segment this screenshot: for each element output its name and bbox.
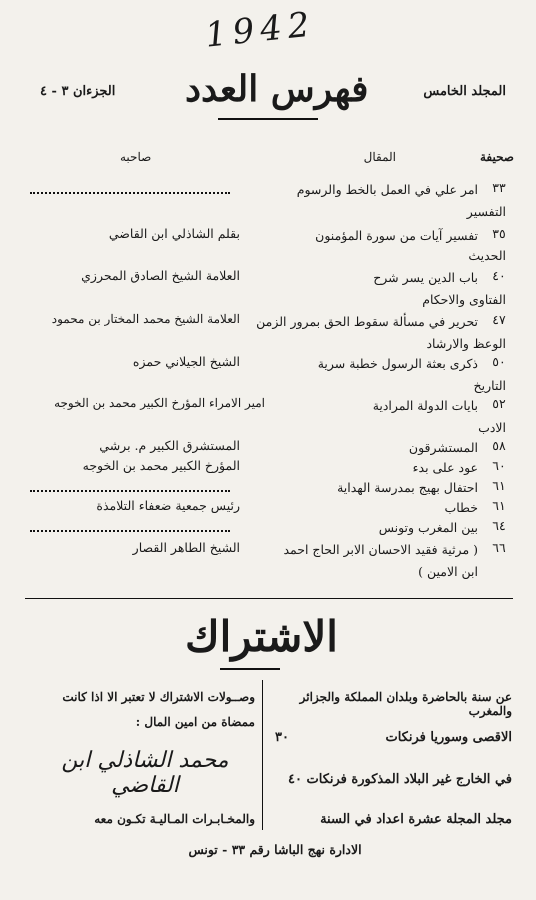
toc-article: ذكرى بعثة الرسول خطبة سرية xyxy=(317,356,478,371)
issue-label: الجزءان ٣ - ٤ xyxy=(40,84,116,99)
dotted-leader xyxy=(30,490,230,492)
subscription-underline xyxy=(220,668,280,670)
toc-page: ٦٠ xyxy=(492,458,506,473)
toc-article: امر علي في العمل بالخط والرسوم xyxy=(296,182,478,197)
toc-article: احتفال بهيج بمدرسة الهداية xyxy=(337,480,478,495)
receipt-note: ممضاة من امين المال : xyxy=(135,715,255,729)
toc-author: العلامة الشيخ محمد المختار بن محمود xyxy=(51,312,240,326)
toc-article: ( مرثية فقيد الاحسان الابر الحاج احمد xyxy=(283,542,478,557)
handwritten-year: 1942 xyxy=(203,4,318,56)
toc-article: باب الدين يسر شرح xyxy=(373,270,478,285)
subscription-line: عن سنة بالحاضرة وبلدان المملكة والجزائر والمغرب xyxy=(299,690,512,718)
toc-article: بايات الدولة المرادية xyxy=(372,398,478,413)
volume-label: المجلد الخامس xyxy=(423,84,506,99)
toc-author: الشيخ الطاهر القصار xyxy=(132,540,240,555)
toc-article: خطاب xyxy=(444,500,478,515)
section-divider xyxy=(25,598,513,599)
toc-author: المستشرق الكبير م. برشي xyxy=(99,438,240,453)
toc-page: ٦١ xyxy=(492,478,506,493)
toc-page: ٦٦ xyxy=(492,540,506,555)
subscription-title: الاشتراك xyxy=(185,612,338,661)
section-heading: الوعظ والارشاد xyxy=(426,336,506,351)
toc-article: تحرير في مسألة سقوط الحق بمرور الزمن xyxy=(256,314,478,329)
toc-page: ٦١ xyxy=(492,498,506,513)
toc-article: بين المغرب وتونس xyxy=(378,520,478,535)
section-heading: الادب xyxy=(478,420,506,435)
toc-author: بقلم الشاذلي ابن القاضي xyxy=(108,226,240,241)
column-divider xyxy=(262,680,263,830)
toc-author: امير الامراء المؤرخ الكبير محمد بن الخوجه xyxy=(54,396,265,410)
toc-author: المؤرخ الكبير محمد بن الخوجه xyxy=(82,458,240,473)
column-article: المقال xyxy=(363,150,396,164)
toc-page: ٤٠ xyxy=(492,268,506,283)
receipt-note: وصــولات الاشتراك لا تعتبر الا اذا كانت xyxy=(62,690,255,704)
dotted-leader xyxy=(30,530,230,532)
dotted-leader xyxy=(30,192,230,194)
toc-page: ٣٣ xyxy=(492,180,506,195)
finance-note: والمخـابـرات المـاليـة تكـون معه xyxy=(94,812,255,826)
address-footer: الادارة نهج الباشا رقم ٣٣ - تونس xyxy=(188,842,362,857)
toc-article: ابن الامين ) xyxy=(418,564,478,579)
toc-page: ٤٧ xyxy=(492,312,506,327)
subscription-line: في الخارج غير البلاد المذكورة فرنكات ٤٠ xyxy=(288,772,512,787)
toc-author: العلامة الشيخ الصادق المحرزي xyxy=(81,268,240,283)
title-underline xyxy=(218,118,318,120)
section-heading: التاريخ xyxy=(473,378,506,393)
page-title: فهرس العدد xyxy=(185,68,369,110)
toc-page: ٥٠ xyxy=(492,354,506,369)
toc-page: ٥٢ xyxy=(492,396,506,411)
toc-page: ٥٨ xyxy=(492,438,506,453)
toc-author: الشيخ الجيلاني حمزه xyxy=(132,354,240,369)
toc-page: ٣٥ xyxy=(492,226,506,241)
toc-article: المستشرقون xyxy=(408,440,478,455)
subscription-price: ٣٠ xyxy=(275,730,289,745)
toc-author: رئيس جمعية ضعفاء التلامذة xyxy=(96,498,240,513)
column-page: صحيفة xyxy=(479,150,514,164)
subscription-line: الاقصى وسوريا فرنكات xyxy=(385,730,512,745)
section-heading: الحديث xyxy=(468,248,506,263)
treasurer-signature: محمد الشاذلي ابن القاضي xyxy=(61,748,229,798)
toc-page: ٦٤ xyxy=(492,518,506,533)
section-heading: الفتاوى والاحكام xyxy=(422,292,506,307)
section-heading: التفسير xyxy=(466,204,506,219)
column-author: صاحبه xyxy=(120,150,152,164)
subscription-line: مجلد المجلة عشرة اعداد في السنة xyxy=(320,812,512,827)
toc-article: تفسير آيات من سورة المؤمنون xyxy=(315,228,478,243)
toc-article: عود على بدء xyxy=(412,460,478,475)
